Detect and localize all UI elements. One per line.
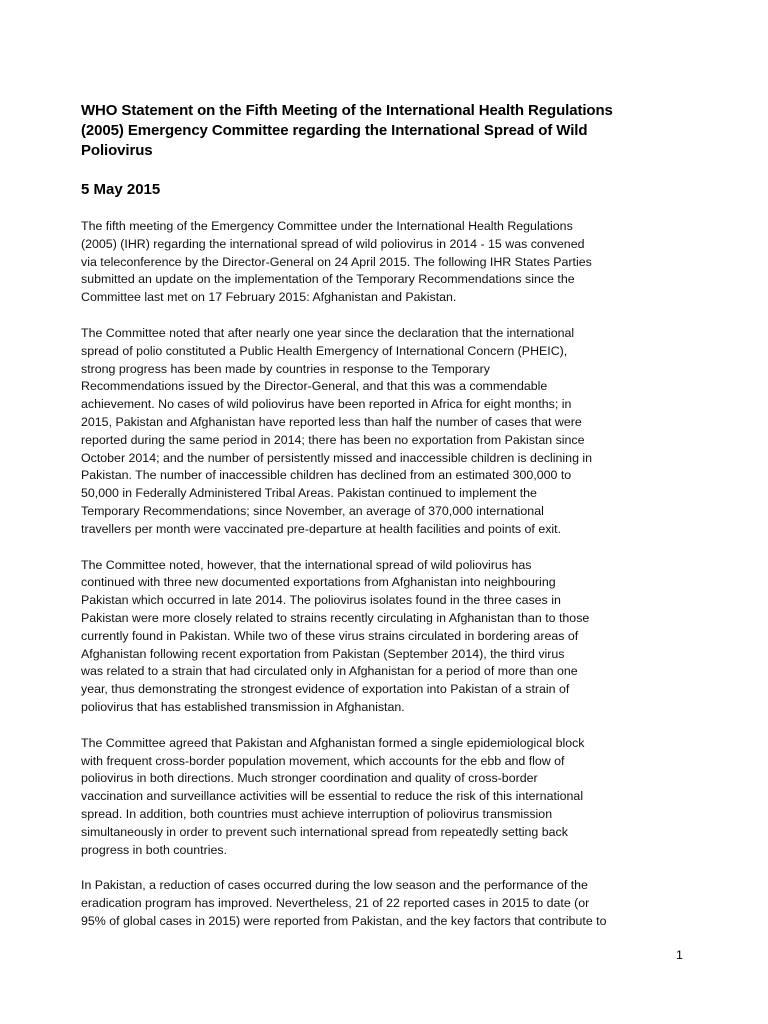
document-body (81, 101, 687, 931)
text-line: year, thus demonstrating the strongest evidence of exportation into Pakistan of a strain of (81, 682, 570, 697)
text-line: The fifth meeting of the Emergency Committee under the International Health Regulations (81, 219, 573, 233)
page-number: 1 (676, 948, 683, 962)
text-line: strong progress has been made by countries in response to the Temporary (81, 361, 490, 376)
title-line: Poliovirus (81, 142, 153, 159)
text-line: spread of polio constituted a Public Health Emergency of International Concern (PHEIC), (81, 343, 568, 358)
document-title (81, 101, 687, 161)
text-line: poliovirus in both directions. Much stronger coordination and quality of cross-border (81, 771, 538, 786)
text-line: simultaneously in order to prevent such international spread from repeatedly setting back (81, 824, 568, 839)
text-line: 2015, Pakistan and Afghanistan have reported less than half the number of cases that were (81, 414, 582, 429)
paragraph-1 (81, 218, 687, 307)
text-line: The Committee agreed that Pakistan and Afghanistan formed a single epidemiological block (81, 735, 585, 750)
text-line: The Committee noted that after nearly one year since the declaration that the international (81, 325, 575, 340)
paragraph-2 (81, 325, 687, 539)
text-line: In Pakistan, a reduction of cases occurred during the low season and the performance of the (81, 878, 588, 893)
text-line: submitted an update on the implementation of the Temporary Recommendations since the (81, 272, 575, 287)
text-line: 50,000 in Federally Administered Tribal Areas. Pakistan continued to implement the (81, 486, 537, 501)
text-line: reported during the same period in 2014; there has been no exportation from Pakistan since (81, 432, 585, 447)
document-date: 5 May 2015 (81, 181, 161, 198)
text-line: spread. In addition, both countries must achieve interruption of poliovirus transmission (81, 806, 553, 821)
text-line: 95% of global cases in 2015) were reported from Pakistan, and the key factors that contribute to (81, 913, 607, 928)
text-line: with frequent cross-border population movement, which accounts for the ebb and flow of (81, 753, 565, 768)
text-line: via teleconference by the Director-General on 24 April 2015. The following IHR States Parties (81, 254, 592, 269)
text-line: Pakistan were more closely related to strains recently circulating in Afghanistan than to those (81, 610, 590, 625)
text-line: Recommendations issued by the Director-General, and that this was a commendable (81, 379, 548, 394)
text-line: continued with three new documented exportations from Afghanistan into neighbouring (81, 575, 556, 590)
text-line: Temporary Recommendations; since November, an average of 370,000 international (81, 503, 544, 518)
text-line: (2005) (IHR) regarding the international spread of wild poliovirus in 2014 - 15 was convened (81, 236, 585, 251)
text-line: vaccination and surveillance activities will be essential to reduce the risk of this international (81, 789, 584, 804)
paragraph-3 (81, 557, 687, 717)
text-line: The Committee noted, however, that the international spread of wild poliovirus has (81, 557, 532, 572)
text-line: October 2014; and the number of persistently missed and inaccessible children is declining in (81, 450, 593, 465)
text-line: was related to a strain that had circulated only in Afghanistan for a period of more than one (81, 664, 578, 679)
text-line: Pakistan. The number of inaccessible children has declined from an estimated 300,000 to (81, 468, 572, 483)
title-line: (2005) Emergency Committee regarding the International Spread of Wild (81, 122, 588, 139)
paragraph-5 (81, 877, 687, 930)
text-line: eradication program has improved. Nevertheless, 21 of 22 reported cases in 2015 to date (or (81, 896, 590, 911)
title-line: WHO Statement on the Fifth Meeting of the International Health Regulations (81, 102, 613, 119)
paragraph-4 (81, 735, 687, 860)
text-line: achievement. No cases of wild poliovirus have been reported in Africa for eight months; in (81, 397, 572, 412)
text-line: Committee last met on 17 February 2015: Afghanistan and Pakistan. (81, 290, 457, 305)
text-line: travellers per month were vaccinated pre-departure at health facilities and points of exit. (81, 521, 562, 536)
text-line: currently found in Pakistan. While two of these virus strains circulated in bordering areas of (81, 628, 579, 643)
text-line: poliovirus that has established transmission in Afghanistan. (81, 699, 405, 714)
text-line: progress in both countries. (81, 842, 228, 857)
text-line: Afghanistan following recent exportation from Pakistan (September 2014), the third virus (81, 646, 565, 661)
text-line: Pakistan which occurred in late 2014. The poliovirus isolates found in the three cases in (81, 593, 561, 608)
